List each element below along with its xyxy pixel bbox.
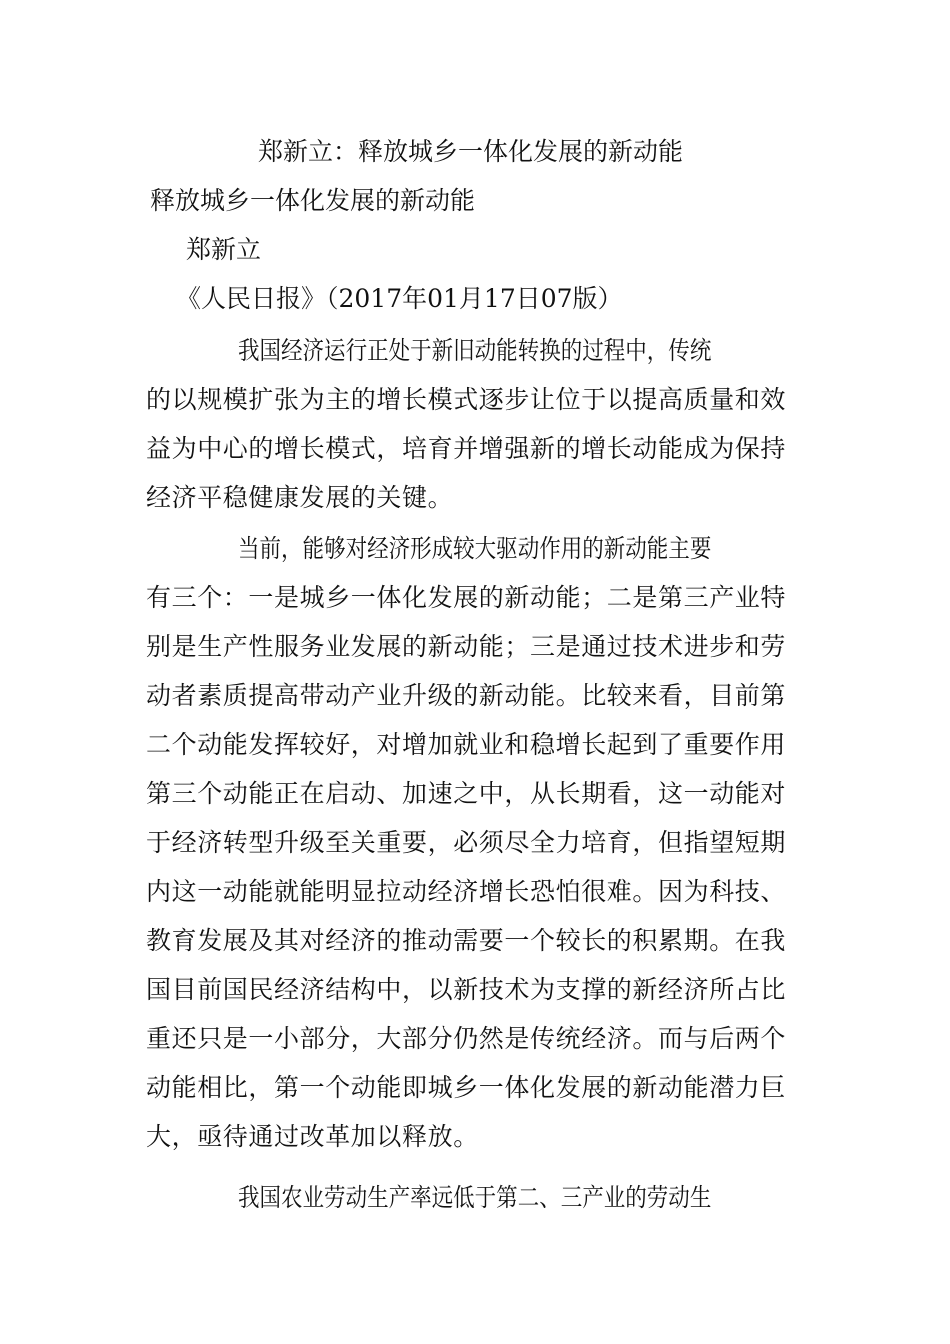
paragraph-line: 重还只是一小部分，大部分仍然是传统经济。而与后两个 — [146, 1024, 787, 1053]
document-author: 郑新立 — [186, 235, 262, 264]
paragraph-line: 我国经济运行正处于新旧动能转换的过程中，传统 — [238, 336, 712, 365]
paragraph-line: 于经济转型升级至关重要，必须尽全力培育，但指望短期 — [146, 828, 787, 857]
paragraph-line: 别是生产性服务业发展的新动能；三是通过技术进步和劳 — [146, 632, 787, 661]
paragraph-line: 二个动能发挥较好，对增加就业和稳增长起到了重要作用 — [146, 730, 787, 759]
document-heading: 郑新立：释放城乡一体化发展的新动能 — [258, 137, 684, 166]
paragraph-line: 我国农业劳动生产率远低于第二、三产业的劳动生 — [238, 1183, 712, 1212]
paragraph-line: 益为中心的增长模式，培育并增强新的增长动能成为保持 — [146, 434, 787, 463]
paragraph-line: 国目前国民经济结构中，以新技术为支撑的新经济所占比 — [146, 975, 787, 1004]
paragraph-line: 第三个动能正在启动、加速之中，从长期看，这一动能对 — [146, 779, 787, 808]
paragraph-line: 有三个：一是城乡一体化发展的新动能；二是第三产业特 — [146, 583, 787, 612]
paragraph-line: 动者素质提高带动产业升级的新动能。比较来看，目前第 — [146, 681, 787, 710]
paragraph-line: 动能相比，第一个动能即城乡一体化发展的新动能潜力巨 — [146, 1073, 787, 1102]
paragraph-line: 经济平稳健康发展的关键。 — [146, 483, 454, 512]
paragraph-line: 的以规模扩张为主的增长模式逐步让位于以提高质量和效 — [146, 385, 787, 414]
paragraph-line: 当前，能够对经济形成较大驱动作用的新动能主要 — [238, 534, 712, 563]
paragraph-line: 内这一动能就能明显拉动经济增长恐怕很难。因为科技、 — [146, 877, 787, 906]
paragraph-line: 大，亟待通过改革加以释放。 — [146, 1122, 479, 1151]
document-source: 《人民日报》（2017年01月17日07版） — [176, 284, 623, 313]
paragraph-line: 教育发展及其对经济的推动需要一个较长的积累期。在我 — [146, 926, 787, 955]
document-subtitle: 释放城乡一体化发展的新动能 — [150, 186, 476, 215]
